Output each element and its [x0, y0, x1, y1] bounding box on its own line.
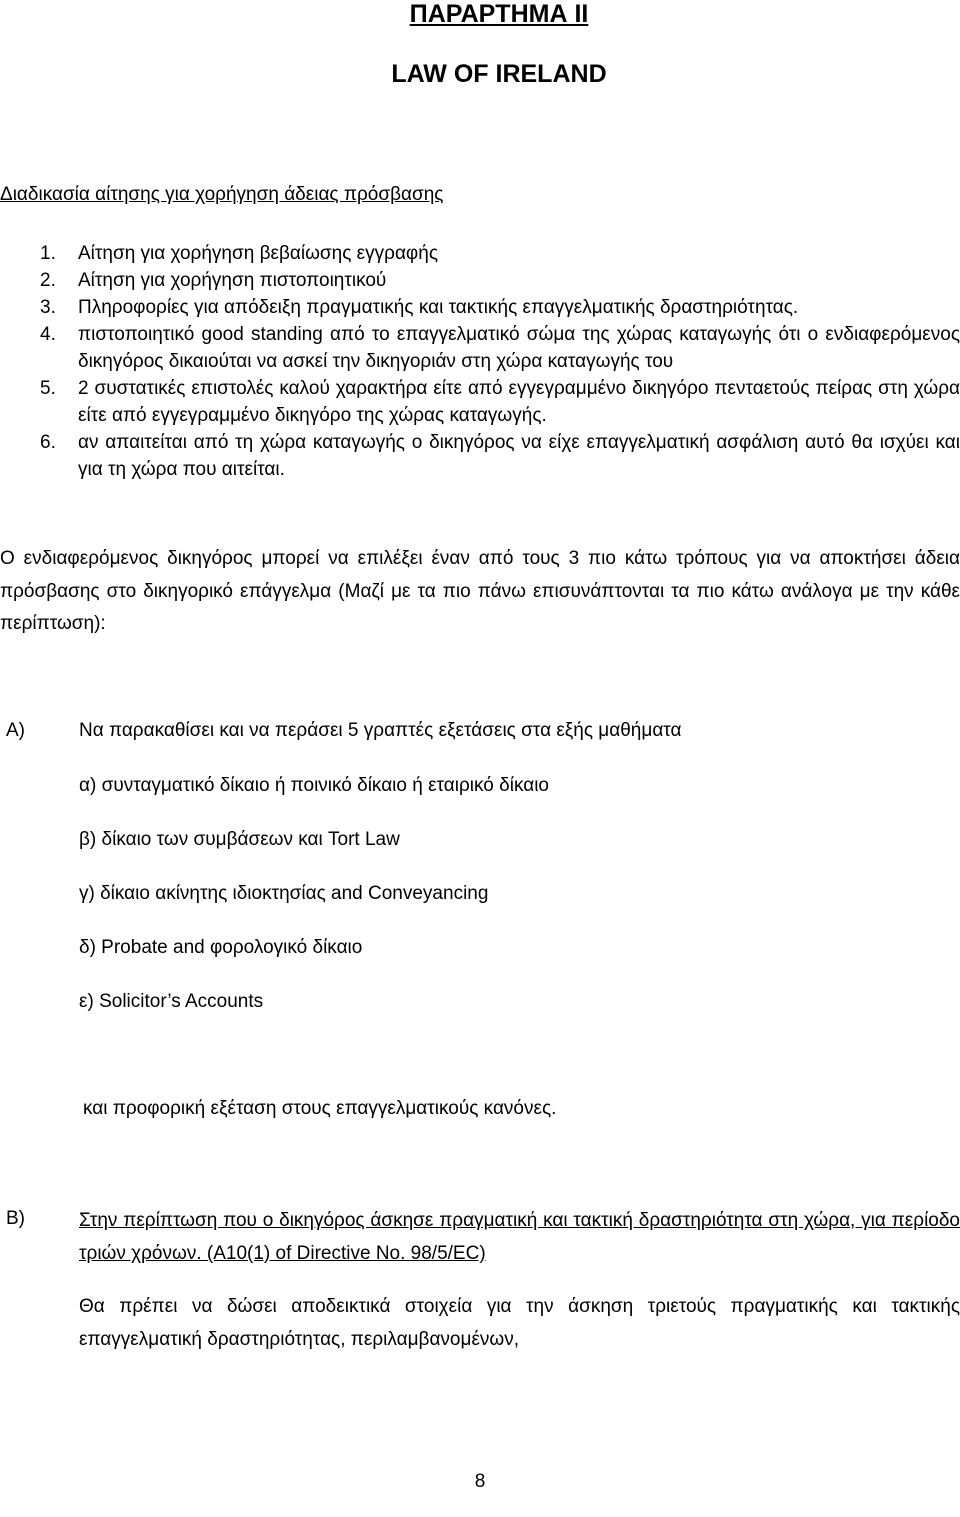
list-item-text: αν απαιτείται από τη χώρα καταγωγής ο δικηγόρος να είχε επαγγελματική ασφάλιση αυτό θα ισχύει και για τη χώρα που αιτείται. [78, 432, 960, 480]
list-item [40, 240, 960, 267]
section-a-letter: A) [6, 720, 25, 741]
subject-item: ε) Solicitor’s Accounts [79, 991, 264, 1012]
list-item [40, 294, 960, 321]
subject-item: γ) δίκαιο ακίνητης ιδιοκτησίας and Conveyancing [79, 883, 489, 904]
list-item-number: 6. [40, 432, 56, 453]
section-b-heading: Στην περίπτωση που ο δικηγόρος άσκησε πραγματική και τακτική δραστηριότητα στη χώρα, για περίοδο τριών χρόνων. (A10(1) of Directive No. 98/5/EC) [79, 1210, 960, 1264]
annex-title: ΠΑΡΑΡΤΗΜΑ ΙΙ [409, 0, 589, 28]
subject-item: δ) Probate and φορολογικό δίκαιο [79, 937, 363, 958]
page-number: 8 [474, 1471, 486, 1492]
list-item [40, 267, 960, 294]
list-item-number: 4. [40, 324, 56, 345]
list-item-text: Πληροφορίες για απόδειξη πραγματικής και τακτικής επαγγελματικής δραστηριότητας. [78, 297, 799, 318]
list-item-number: 5. [40, 378, 56, 399]
procedure-title: Διαδικασία αίτησης για χορήγηση άδειας πρόσβασης [0, 184, 444, 205]
list-item [40, 321, 960, 375]
section-a-text: Να παρακαθίσει και να περάσει 5 γραπτές εξετάσεις στα εξής μαθήματα [79, 720, 682, 741]
section-b-letter: B) [6, 1208, 25, 1229]
list-item-number: 1. [40, 243, 56, 264]
subject-item: β) δίκαιο των συμβάσεων και Tort Law [79, 829, 400, 850]
list-item [40, 375, 960, 429]
intro-paragraph: Ο ενδιαφερόμενος δικηγόρος μπορεί να επιλέξει έναν από τους 3 πιο κάτω τρόπους για να αποκτήσει άδεια πρόσβασης στο δικηγορικό επάγγελμα (Μαζί με τα πιο πάνω επισυνάπτονται τα πιο κάτω ανάλογα με την κάθε περίπτωση): [0, 548, 960, 634]
list-item-number: 2. [40, 270, 56, 291]
list-item-text: πιστοποιητικό good standing από το επαγγελματικό σώμα της χώρας καταγωγής ότι ο ενδιαφερόμενος δικηγόρος δικαιούται να ασκεί την δικηγοριάν στη χώρα καταγωγής του [78, 324, 960, 372]
subject-item: α) συνταγματικό δίκαιο ή ποινικό δίκαιο ή εταιρικό δίκαιο [79, 775, 549, 796]
list-item-text: 2 συστατικές επιστολές καλού χαρακτήρα είτε από εγγεγραμμένο δικηγόρο πενταετούς πείρας στη χώρα είτε από εγγεγραμμένο δικηγόρο της χώρας καταγωγής. [78, 378, 960, 426]
law-title: LAW OF IRELAND [391, 60, 607, 88]
requirements-list [40, 240, 960, 483]
oral-exam-text: και προφορική εξέταση στους επαγγελματικούς κανόνες. [83, 1098, 557, 1119]
section-b-text: Θα πρέπει να δώσει αποδεικτικά στοιχεία για την άσκηση τριετούς πραγματικής και τακτικής επαγγελματική δραστηριότητας, περιλαμβανομένων, [79, 1296, 960, 1350]
list-item-number: 3. [40, 297, 56, 318]
list-item-text: Αίτηση για χορήγηση βεβαίωσης εγγραφής [78, 243, 438, 264]
list-item [40, 429, 960, 483]
list-item-text: Αίτηση για χορήγηση πιστοποιητικού [78, 270, 387, 291]
